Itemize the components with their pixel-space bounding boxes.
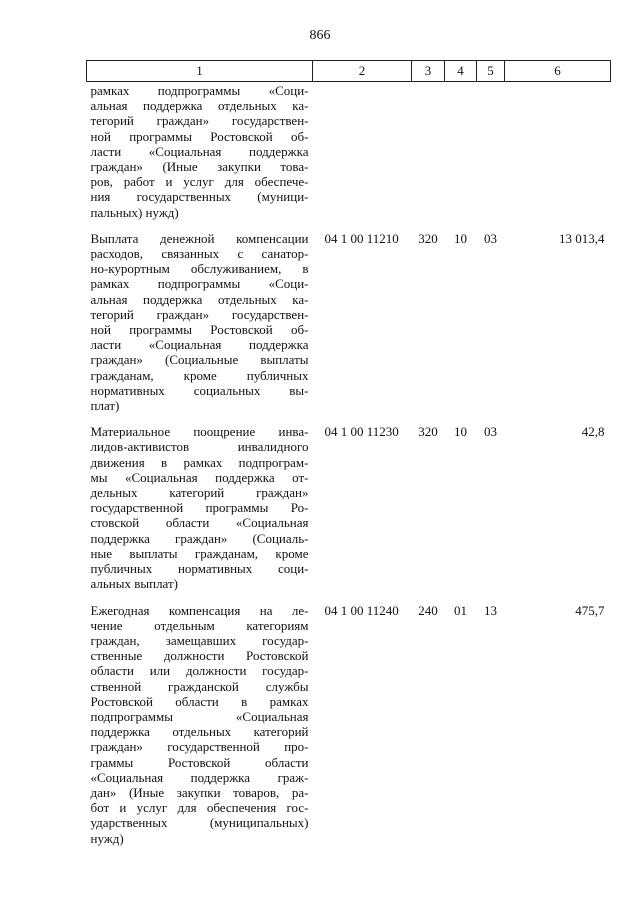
page-number: 866 xyxy=(309,28,331,43)
description-line: стовской области «Социальная xyxy=(90,515,309,531)
description-line: публичных нормативных соци- xyxy=(90,561,309,577)
row-amount: 42,8 xyxy=(581,424,605,440)
row-section: 10 xyxy=(454,230,467,246)
row-subsection xyxy=(477,82,505,220)
description-line: граммы Ростовской области xyxy=(90,754,309,770)
description-line: дан» (Иные закупки товаров, ра- xyxy=(90,784,309,800)
description-line: Ежегодная компенсация на ле- xyxy=(90,602,309,618)
row-target-code: 04 1 00 11240 xyxy=(324,602,399,618)
header-col-5: 5 xyxy=(477,61,505,82)
table-row xyxy=(87,82,611,220)
row-section xyxy=(445,82,477,220)
row-target-code xyxy=(313,82,412,220)
description-line: но-курортным обслуживанием, в xyxy=(90,261,309,277)
description-line: Ростовской области в рамках xyxy=(90,693,309,709)
row-description xyxy=(87,82,313,220)
description-line: движения в рамках подпрограм- xyxy=(90,454,309,470)
description-line: ров, работ и услуг для обеспече- xyxy=(90,174,309,190)
row-expense-type: 320 xyxy=(418,424,438,440)
description-line: рамках подпрограммы «Соци- xyxy=(90,83,309,98)
row-expense-type xyxy=(412,82,445,220)
row-description xyxy=(87,413,313,591)
description-line: Материальное поощрение инва- xyxy=(90,424,309,440)
description-line: граждан, замещавших государ- xyxy=(90,632,309,648)
header-col-3: 3 xyxy=(412,61,445,82)
description-line: тегорий граждан» государствен- xyxy=(90,113,309,129)
description-line: ласти «Социальная поддержка xyxy=(90,337,309,353)
table-row xyxy=(87,592,611,846)
description-line: ственные должности Ростовской xyxy=(90,648,309,664)
description-line: ния государственных (муници- xyxy=(90,189,309,205)
row-amount xyxy=(505,82,611,220)
description-line: «Социальная поддержка граж- xyxy=(90,769,309,785)
description-line: ные выплаты гражданам, кроме xyxy=(90,545,309,561)
description-line: граждан» (Иные закупки това- xyxy=(90,159,309,175)
description-line: ственной гражданской службы xyxy=(90,678,309,694)
description-line: альная поддержка отдельных ка- xyxy=(90,291,309,307)
header-col-6: 6 xyxy=(505,61,611,82)
description-line: мы «Социальная поддержка от- xyxy=(90,469,309,485)
row-description xyxy=(87,220,313,413)
row-section: 01 xyxy=(454,602,467,618)
description-line: бот и услуг для обеспечения гос- xyxy=(90,800,309,816)
description-line: Выплата денежной компенсации xyxy=(90,230,309,246)
description-line: граждан» (Социальные выплаты xyxy=(90,352,309,368)
row-amount: 475,7 xyxy=(575,602,605,618)
description-line: ной программы Ростовской об- xyxy=(90,322,309,338)
row-expense-type: 240 xyxy=(418,602,438,618)
row-amount: 13 013,4 xyxy=(559,230,605,246)
table-row xyxy=(87,413,611,591)
description-line: альная поддержка отдельных ка- xyxy=(90,98,309,114)
description-line: подпрограммы «Социальная xyxy=(90,708,309,724)
row-subsection: 03 xyxy=(484,424,497,440)
table-header xyxy=(87,61,611,82)
header-col-4: 4 xyxy=(445,61,477,82)
row-section: 10 xyxy=(454,424,467,440)
row-subsection: 13 xyxy=(484,602,497,618)
description-line: нормативных социальных вы- xyxy=(90,382,309,398)
description-line: области или должности государ- xyxy=(90,663,309,679)
description-line: нужд) xyxy=(90,830,124,846)
description-line: поддержка граждан» (Социаль- xyxy=(90,530,309,546)
row-description xyxy=(87,592,313,846)
description-line: плат) xyxy=(90,398,120,414)
description-line: чение отдельным категориям xyxy=(90,617,309,633)
table-body xyxy=(87,82,611,846)
description-line: лидов-активистов инвалидного xyxy=(90,439,309,455)
description-line: пальных) нужд) xyxy=(90,204,179,220)
description-line: ударственных (муниципальных) xyxy=(90,815,309,831)
description-line: поддержка отдельных категорий xyxy=(90,724,309,740)
description-line: рамках подпрограммы «Соци- xyxy=(90,276,309,292)
description-line: государственной программы Ро- xyxy=(90,500,309,516)
description-line: граждан» государственной про- xyxy=(90,739,309,755)
row-subsection: 03 xyxy=(484,230,497,246)
header-col-2: 2 xyxy=(313,61,412,82)
table-row xyxy=(87,220,611,413)
description-line: альных выплат) xyxy=(90,576,179,592)
description-line: гражданам, кроме публичных xyxy=(90,367,309,383)
description-line: расходов, связанных с санатор- xyxy=(90,246,309,262)
description-line: тегорий граждан» государствен- xyxy=(90,306,309,322)
row-expense-type: 320 xyxy=(418,230,438,246)
description-line: дельных категорий граждан» xyxy=(90,485,309,501)
description-line: ной программы Ростовской об- xyxy=(90,128,309,144)
header-col-1: 1 xyxy=(87,61,313,82)
budget-table xyxy=(86,60,611,846)
description-line: ласти «Социальная поддержка xyxy=(90,143,309,159)
row-target-code: 04 1 00 11230 xyxy=(324,424,399,440)
row-target-code: 04 1 00 11210 xyxy=(324,230,399,246)
